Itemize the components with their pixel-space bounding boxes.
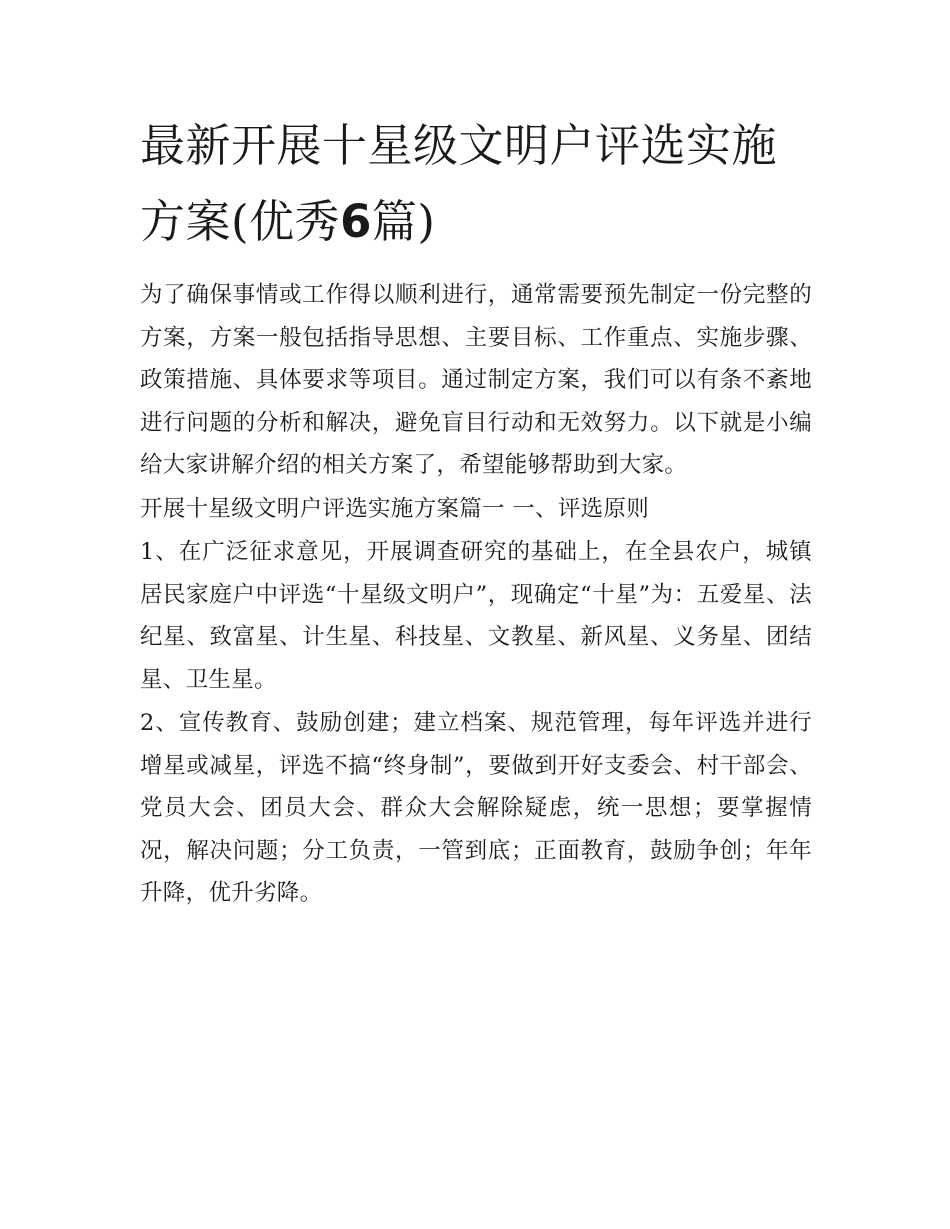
document-page — [140, 108, 812, 916]
title-number: 6 — [340, 195, 372, 248]
principle-2-paragraph: 2、宣传教育、鼓励创建；建立档案、规范管理，每年评选并进行增星或减星，评选不搞“终身制”，要做到开好支委会、村干部会、党员大会、团员大会、群众大会解除疑虑，统一思想；要掌握情况，解决问题；分工负责，一管到底；正面教育，鼓励争创；年年升降，优升劣降。 — [140, 710, 812, 906]
principle-1-paragraph: 1、在广泛征求意见，开展调查研究的基础上，在全县农户，城镇居民家庭户中评选“十星级文明户”，现确定“十星”为：五爱星、法纪星、致富星、计生星、科技星、文教星、新风星、义务星、团结星、卫生星。 — [140, 539, 812, 693]
document-title — [140, 108, 812, 260]
section-heading: 开展十星级文明户评选实施方案篇一 一、评选原则 — [140, 495, 650, 522]
title-suffix: 篇) — [371, 195, 436, 248]
title-text: 最新开展十星级文明户评选实施方案(优秀 — [140, 119, 778, 248]
intro-paragraph: 为了确保事情或工作得以顺利进行，通常需要预先制定一份完整的方案，方案一般包括指导思想、主要目标、工作重点、实施步骤、政策措施、具体要求等项目。通过制定方案，我们可以有条不紊地进行问题的分析和解决，避免盲目行动和无效努力。以下就是小编给大家讲解介绍的相关方案了，希望能够帮助到大家。 — [140, 282, 812, 478]
